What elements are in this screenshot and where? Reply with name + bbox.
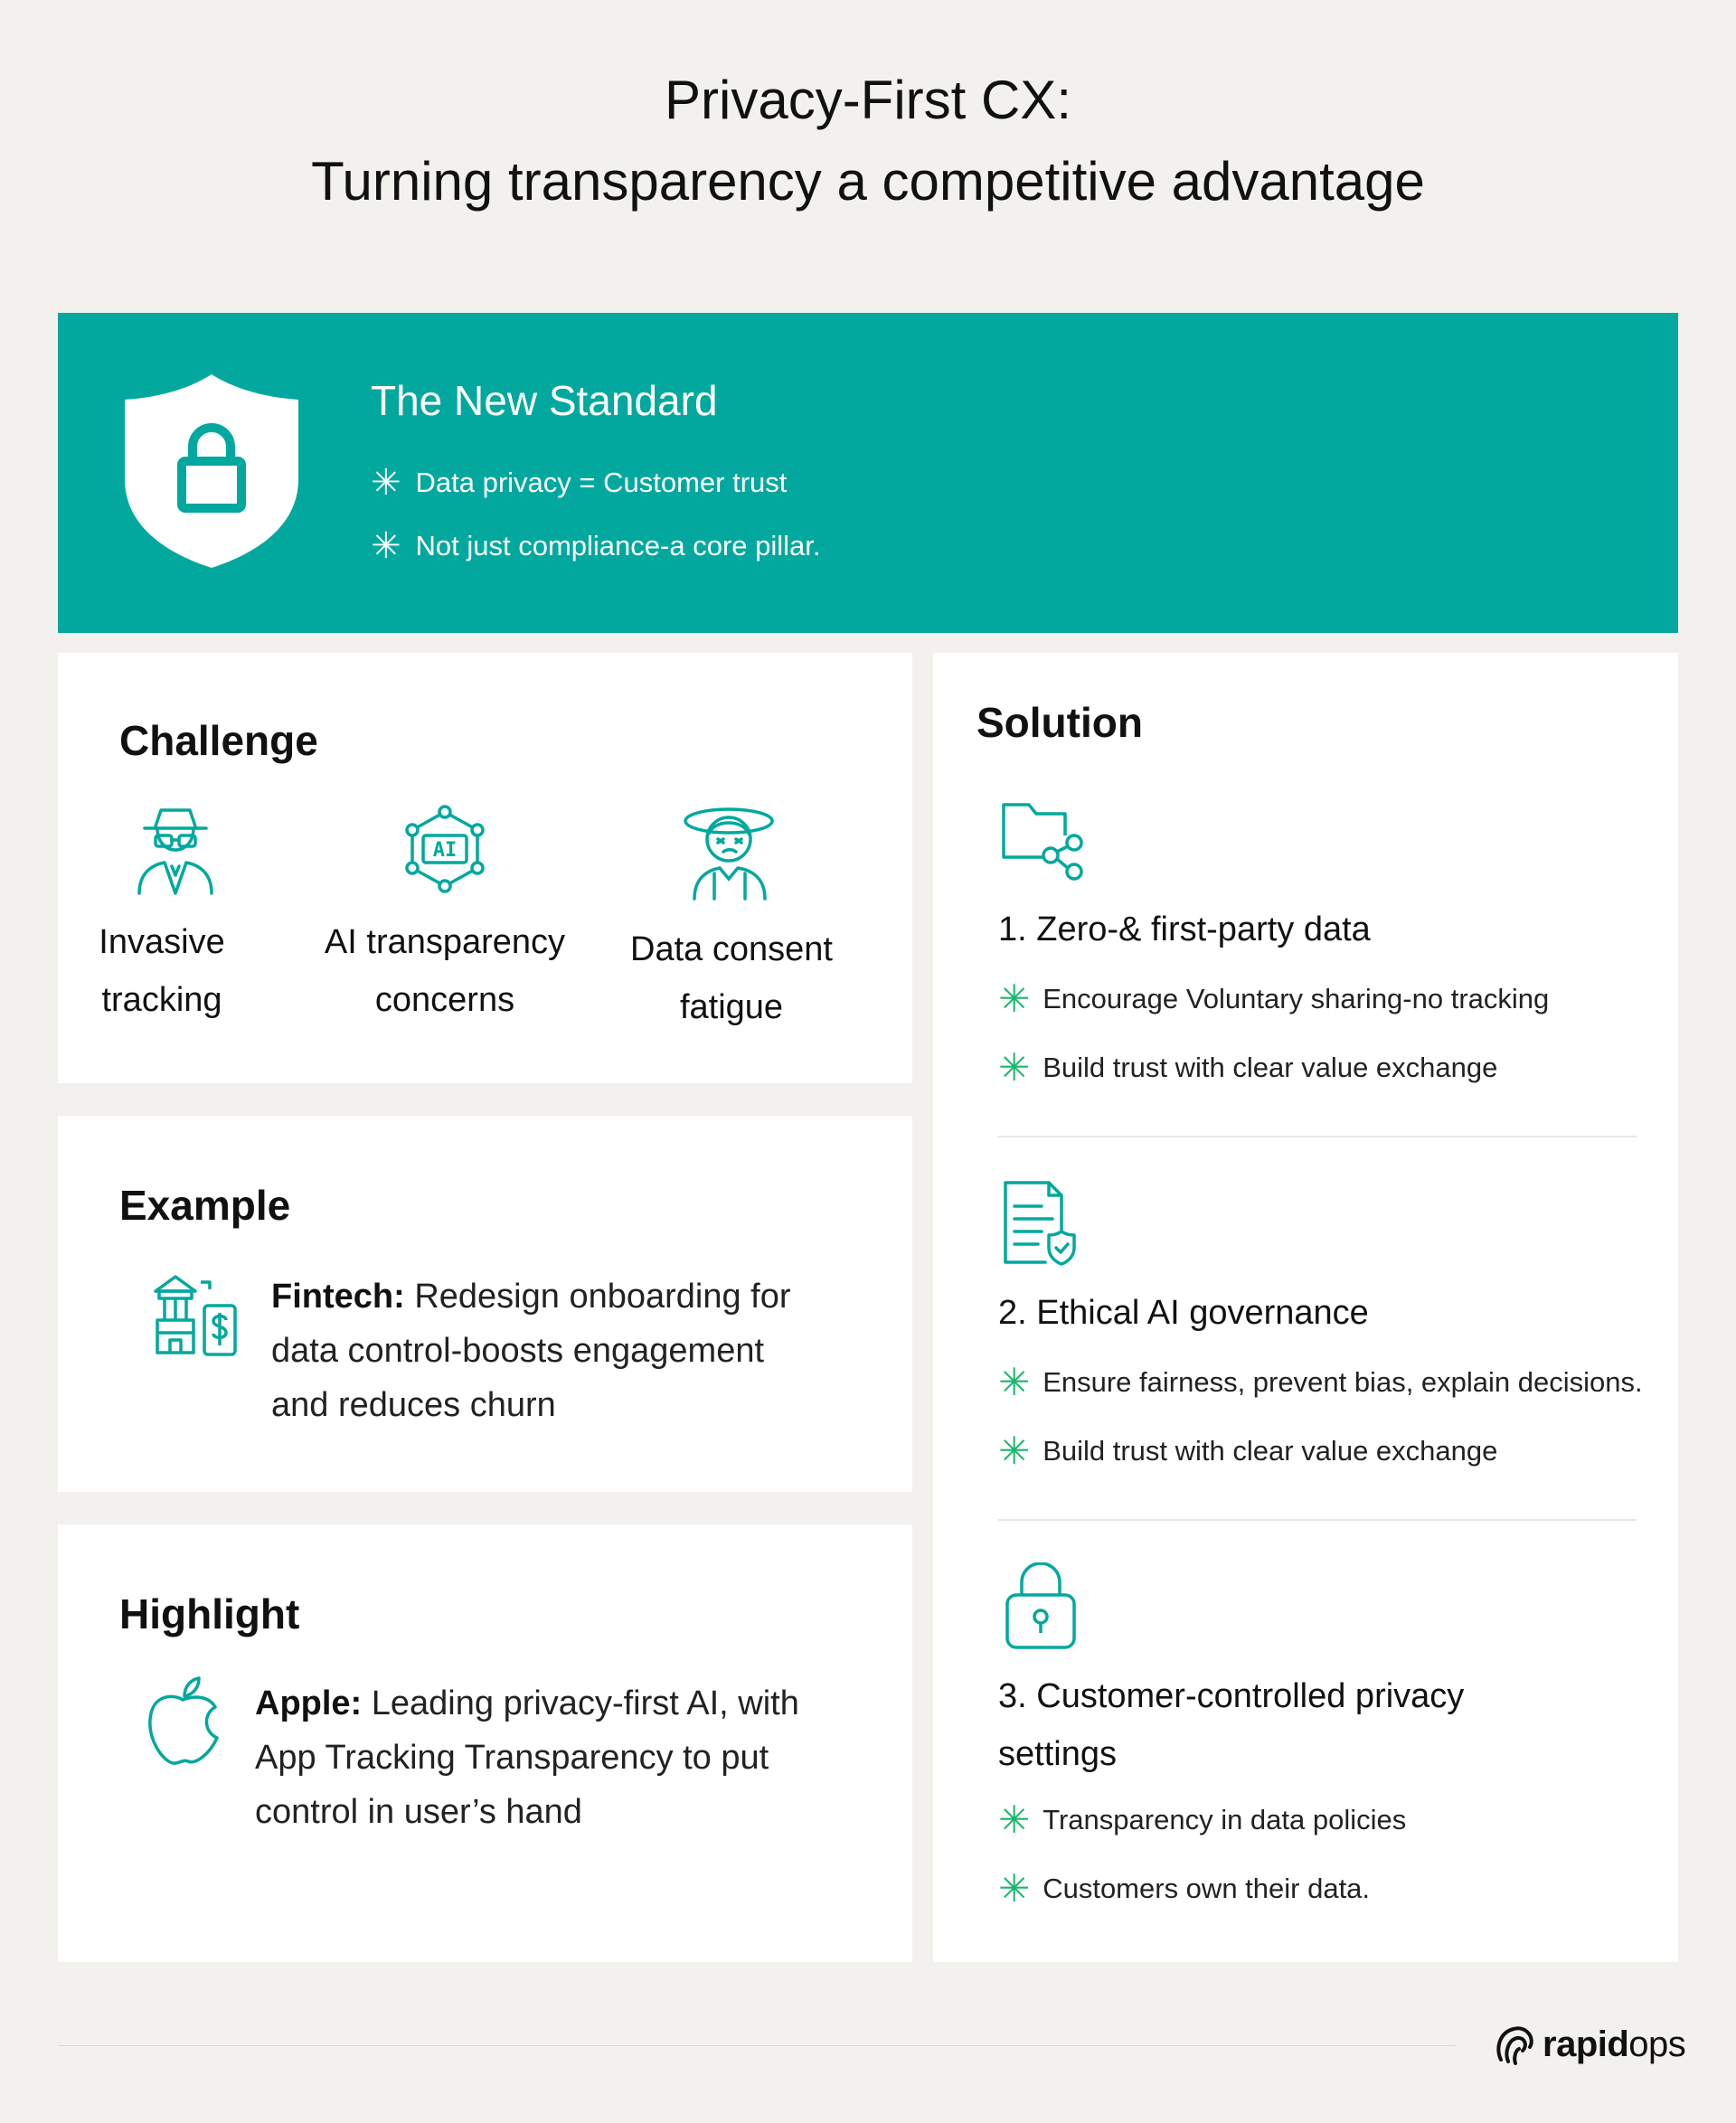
title-line-2: Turning transparency a competitive advantage — [311, 151, 1425, 212]
example-heading: Example — [119, 1182, 291, 1229]
footer-divider — [58, 2045, 1456, 2046]
solution-bullet: ✳ Customers own their data. — [998, 1867, 1371, 1910]
asterisk-icon: ✳ — [998, 1361, 1031, 1403]
example-card — [58, 1116, 912, 1492]
highlight-text: Apple: Leading privacy-first AI, with App Tracking Transparency to put control in user’s hand — [255, 1684, 799, 1831]
solution-bullet: ✳ Encourage Voluntary sharing-no tracking — [998, 977, 1550, 1020]
document-shield-icon — [1002, 1179, 1080, 1269]
bank-mobile-icon — [152, 1269, 242, 1360]
title-line-1: Privacy-First CX: — [665, 70, 1071, 130]
banner-bullet: ✳ Data privacy = Customer trust — [371, 463, 788, 503]
solution-heading: Solution — [976, 699, 1143, 746]
asterisk-icon: ✳ — [998, 1798, 1031, 1841]
challenge-item: AI transparency concerns — [324, 923, 566, 1019]
shield-lock-icon — [121, 371, 302, 571]
solution-item-title: 2. Ethical AI governance — [998, 1294, 1369, 1332]
padlock-icon — [1002, 1562, 1080, 1651]
divider — [998, 1136, 1637, 1137]
example-text: Fintech: Redesign onboarding for data control-boosts engagement and reduces churn — [271, 1278, 791, 1424]
solution-bullet: ✳ Ensure fairness, prevent bias, explain decisions. — [998, 1361, 1643, 1403]
divider — [998, 1519, 1637, 1521]
asterisk-icon: ✳ — [998, 977, 1031, 1020]
folder-share-icon — [998, 799, 1085, 882]
challenge-item: Invasive tracking — [99, 923, 225, 1019]
highlight-heading: Highlight — [119, 1590, 300, 1637]
rapidops-logo — [1494, 2022, 1685, 2067]
solution-bullet: ✳ Build trust with clear value exchange — [998, 1429, 1498, 1472]
logo-text: rapidops — [1543, 2024, 1686, 2064]
solution-bullet: ✳ Transparency in data policies — [998, 1798, 1407, 1841]
new-standard-banner — [58, 313, 1678, 633]
asterisk-icon: ✳ — [998, 1867, 1031, 1910]
spy-icon — [132, 803, 219, 897]
solution-item-title: 3. Customer-controlled privacy settings — [998, 1677, 1465, 1773]
highlight-card — [58, 1524, 912, 1962]
solution-item-title: 1. Zero-& first-party data — [998, 911, 1371, 948]
asterisk-icon: ✳ — [371, 463, 401, 503]
ai-chip-icon — [403, 805, 486, 893]
banner-heading: The New Standard — [371, 377, 718, 424]
svg-text:AI: AI — [432, 839, 458, 862]
dizzy-person-icon — [680, 797, 779, 902]
asterisk-icon: ✳ — [998, 1046, 1031, 1089]
challenge-heading: Challenge — [119, 717, 318, 764]
challenge-card — [58, 653, 912, 1083]
banner-bullet: ✳ Not just compliance-a core pillar. — [371, 526, 821, 566]
asterisk-icon: ✳ — [371, 526, 401, 566]
solution-bullet: ✳ Build trust with clear value exchange — [998, 1046, 1498, 1089]
challenge-item: Data consent fatigue — [630, 930, 833, 1026]
apple-icon — [145, 1676, 222, 1767]
asterisk-icon: ✳ — [998, 1429, 1031, 1472]
page-title — [0, 60, 1736, 222]
rapidops-logo-mark-icon — [1494, 2022, 1537, 2067]
